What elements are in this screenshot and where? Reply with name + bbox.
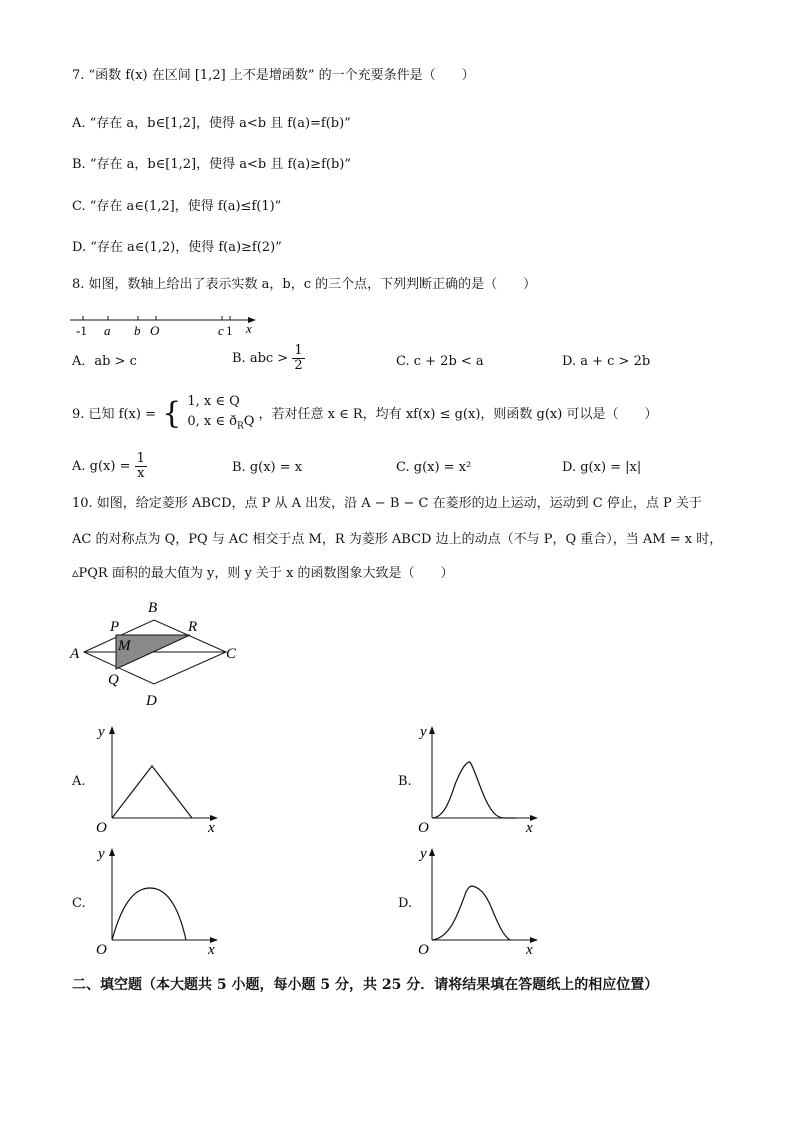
curve-c (112, 888, 186, 940)
tick-label-b: b (134, 323, 141, 338)
tick-label-c: c (218, 323, 224, 338)
q8-option-b-text: B. abc > (232, 351, 289, 366)
q9-case2-main: 0, x ∈ ð (187, 414, 237, 429)
q10-line2: AC 的对称点为 Q，PQ 与 AC 相交于点 M，R 为菱形 ABCD 边上的动点（不与 P，Q 重合），当 AM = x 时， (72, 532, 723, 547)
q8-option-d: D. a + c > 2b (562, 354, 651, 369)
graph-option-d-label: D. (398, 896, 413, 911)
fraction-one-half (292, 344, 304, 373)
axis-label-y: y (98, 724, 105, 740)
q10-line1: 10. 如图，给定菱形 ABCD，点 P 从 A 出发，沿 A − B − C 在菱形的边上运动，运动到 C 停止，点 P 关于 (72, 496, 702, 511)
q7-option-d: D. “存在 a∈(1,2)，使得 f(a)≥f(2)” (72, 240, 282, 255)
q9-option-d: D. g(x) = |x| (562, 460, 642, 475)
axis-label-x: x (526, 820, 533, 836)
axis-label-x: x (208, 820, 215, 836)
q9-cases (187, 392, 254, 437)
q8-option-b (232, 344, 305, 373)
rhombus-figure (66, 596, 256, 710)
graph-option-a-label: A. (72, 774, 86, 789)
axis-label-y: y (420, 724, 427, 740)
tick-label-neg1: -1 (76, 323, 87, 338)
curve-d (432, 886, 510, 940)
point-label-p: P (110, 619, 120, 635)
q9-case2-end: Q (243, 414, 255, 429)
point-label-m: M (118, 638, 131, 654)
q9-option-b: B. g(x) = x (232, 460, 303, 475)
graph-a (92, 722, 226, 836)
brace-icon: { (162, 396, 182, 432)
origin-label: O (418, 820, 429, 836)
q10-line3: ▵PQR 面积的最大值为 y，则 y 关于 x 的函数图象大致是（ ） (72, 566, 454, 581)
q9-case2 (187, 412, 254, 437)
q9-prefix: 9. 已知 f(x) = (72, 406, 156, 422)
number-line-figure (70, 312, 270, 338)
graph-option-b-label: B. (398, 774, 412, 789)
fraction-denominator: 2 (294, 358, 303, 373)
tick-label-1: 1 (226, 323, 233, 338)
axis-label-x: x (208, 942, 215, 958)
curve-b (432, 762, 516, 818)
vertex-label-a: A (70, 646, 80, 662)
axis-label-y: y (420, 846, 427, 862)
fraction-one-over-x (135, 452, 147, 481)
q9-option-a-text: A. g(x) = (72, 459, 131, 474)
graph-c (92, 844, 226, 958)
q7-option-c: C. “存在 a∈(1,2]，使得 f(a)≤f(1)” (72, 199, 282, 214)
q8-option-c: C. c + 2b < a (396, 354, 484, 369)
point-label-q: Q (108, 672, 119, 688)
origin-label: O (96, 942, 107, 958)
q7-stem: 7. “函数 f(x) 在区间 [1,2] 上不是增函数” 的一个充要条件是（ ） (72, 68, 475, 83)
origin-label: O (418, 942, 429, 958)
vertex-label-c: C (226, 646, 237, 662)
fraction-denominator: x (137, 466, 145, 481)
section-heading: 二、填空题（本大题共 5 小题，每小题 5 分，共 25 分．请将结果填在答题纸上的相应位置） (72, 977, 659, 993)
q7-option-b: B. “存在 a，b∈[1,2]，使得 a<b 且 f(a)≥f(b)” (72, 157, 351, 172)
axis-label-x: x (246, 321, 252, 336)
vertex-label-b: B (148, 600, 158, 616)
axis-label-y: y (98, 846, 105, 862)
curve-a (112, 766, 192, 818)
q8-stem: 8. 如图，数轴上给出了表示实数 a，b，c 的三个点，下列判断正确的是（ ） (72, 277, 537, 292)
fraction-numerator: 1 (294, 343, 303, 358)
point-label-r: R (188, 619, 198, 635)
graph-d (416, 844, 550, 958)
q9-suffix: ，若对任意 x ∈ R，均有 xf(x) ≤ g(x)，则函数 g(x) 可以是（ ） (258, 406, 658, 422)
q7-option-a: A. “存在 a，b∈[1,2]，使得 a<b 且 f(a)=f(b)” (72, 116, 351, 131)
q9-option-c: C. g(x) = x² (396, 460, 472, 475)
graph-option-c-label: C. (72, 896, 86, 911)
tick-label-a: a (104, 323, 111, 338)
q9-case2-sub: R (236, 421, 244, 432)
fraction-numerator: 1 (136, 451, 145, 466)
axis-label-x: x (526, 942, 533, 958)
graph-b (416, 722, 550, 836)
q9-case1: 1, x ∈ Q (187, 394, 240, 409)
vertex-label-d: D (146, 693, 157, 709)
tick-label-o: O (150, 323, 160, 338)
q9-stem (72, 392, 657, 437)
q9-option-a (72, 452, 147, 481)
origin-label: O (96, 820, 107, 836)
q8-option-a: A．ab > c (72, 354, 137, 369)
